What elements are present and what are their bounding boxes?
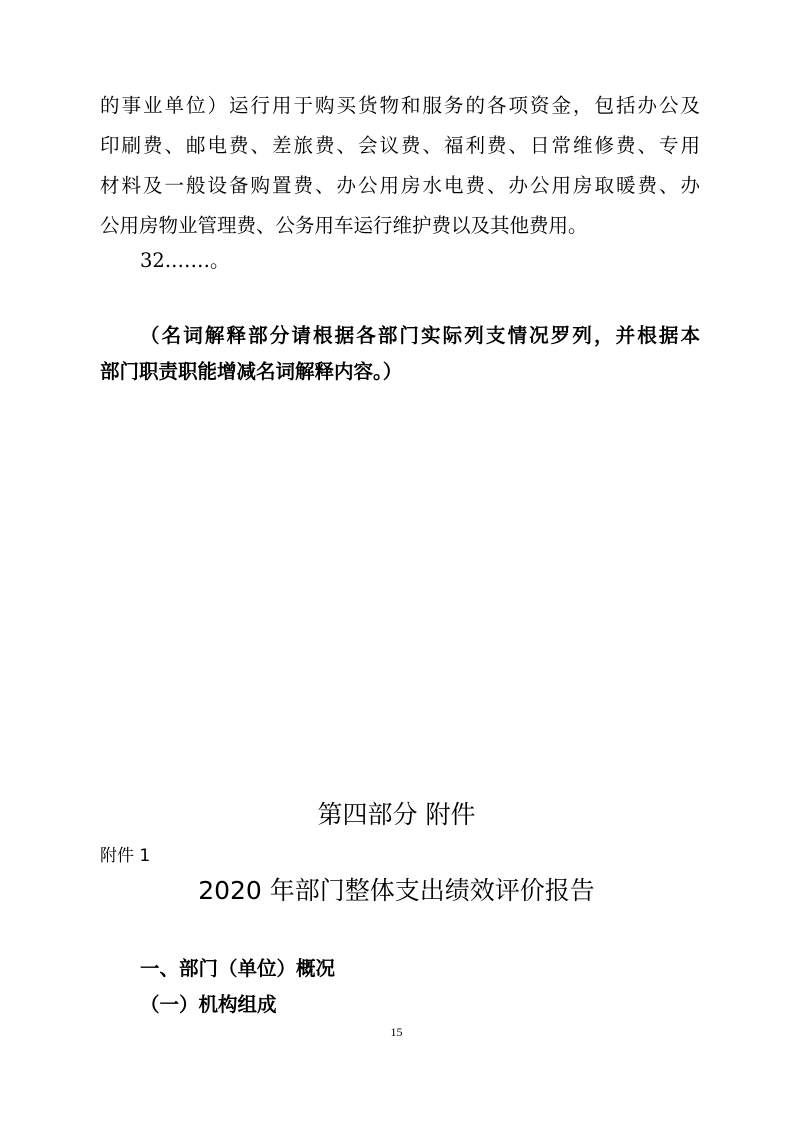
report-title: 2020 年部门整体支出绩效评价报告	[198, 876, 595, 905]
note-line: （名词解释部分请根据各部门实际列支情况罗列，并根据本	[140, 324, 700, 347]
subsection-heading: （一）机构组成	[140, 993, 277, 1016]
part-title: 第四部分 附件	[317, 800, 476, 829]
paragraph-line: 的事业单位）运行用于购买货物和服务的各项资金，包括办公及	[100, 94, 700, 117]
list-item-32: 32.……。	[140, 249, 230, 272]
paragraph-line: 印刷费、邮电费、差旅费、会议费、福利费、日常维修费、专用	[100, 134, 700, 157]
paragraph-line: 材料及一般设备购置费、办公用房水电费、办公用房取暖费、办	[100, 174, 700, 197]
attachment-label: 附件 1	[100, 846, 151, 866]
page-number: 15	[390, 1025, 403, 1039]
section-heading: 一、部门（单位）概况	[140, 957, 336, 980]
note-line: 部门职责职能增减名词解释内容。）	[100, 360, 403, 383]
paragraph-line: 公用房物业管理费、公务用车运行维护费以及其他费用。	[100, 214, 588, 237]
